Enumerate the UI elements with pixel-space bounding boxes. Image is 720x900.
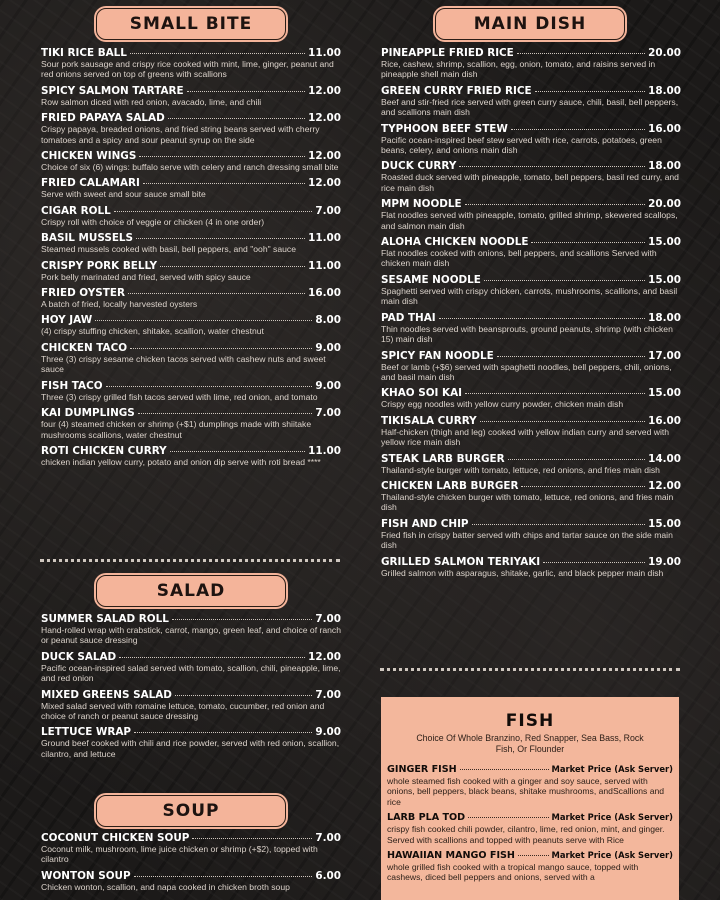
menu-item-header: [381, 312, 681, 324]
menu-item-name: SESAME NOODLE: [381, 273, 481, 286]
menu-item-description: Steamed mussels cooked with basil, bell peppers, and "ooh" sauce: [41, 244, 296, 255]
menu-item-description: Thailand-style chicken burger with tomato, lettuce, red onions, and fries main dish: [381, 491, 674, 513]
menu-item: [381, 350, 681, 383]
menu-item-price: 11.00: [308, 47, 341, 59]
menu-item-header: [41, 85, 341, 97]
dot-leader: [508, 459, 646, 460]
menu-item-description: Three (3) crispy sesame chicken tacos served with cashew nuts and sweet sauce: [41, 353, 326, 375]
menu-item-price: 7.00: [315, 688, 341, 701]
menu-item-price: 15.00: [648, 517, 681, 530]
menu-item-name: FISH AND CHIP: [381, 517, 469, 530]
menu-item-price: 7.00: [315, 204, 341, 217]
small-bite-list: [41, 47, 341, 472]
menu-item-description: whole grilled fish cooked with a tropical mango sauce, topped with cashews, diced bell peppers and onions, served with a: [387, 862, 639, 883]
menu-item-name: CHICKEN LARB BURGER: [381, 479, 519, 492]
menu-item-price: 19.00: [648, 555, 681, 568]
menu-item-header: [381, 350, 681, 362]
menu-item: [41, 47, 341, 80]
menu-item-price: 18.00: [648, 160, 681, 173]
menu-item-name: MIXED GREENS SALAD: [41, 688, 172, 701]
menu-item-price: 9.00: [315, 379, 341, 392]
menu-item-name: DUCK SALAD: [41, 650, 117, 663]
menu-item: [381, 312, 681, 345]
menu-item-header: [41, 726, 341, 738]
menu-item-description: crispy fish cooked chili powder, cilantro, lime, red onion, mint, and ginger. Served with scallions and topped with peanuts serve with Rice: [387, 824, 665, 845]
menu-item-price: 20.00: [648, 47, 681, 59]
dot-leader: [497, 356, 645, 357]
dot-leader: [128, 293, 305, 294]
menu-item: [41, 689, 341, 722]
menu-item-header: [41, 150, 341, 162]
menu-item: [41, 407, 341, 440]
menu-item: [381, 198, 681, 231]
menu-item: [41, 287, 341, 309]
menu-item-price: 6.00: [315, 869, 341, 882]
menu-item-name: CIGAR ROLL: [41, 204, 111, 217]
section-divider: [380, 668, 680, 671]
menu-item-header: [381, 415, 681, 427]
menu-item-header: [41, 445, 341, 457]
menu-item-name: HOY JAW: [41, 314, 93, 327]
menu-item: [41, 85, 341, 107]
menu-item-header: [381, 198, 681, 210]
menu-item-name: TIKISALA CURRY: [381, 414, 477, 427]
menu-item-name: KAI DUMPLINGS: [41, 407, 135, 420]
section-header-soup: [96, 795, 286, 827]
dot-leader: [484, 280, 645, 281]
fish-section: [381, 697, 679, 900]
menu-item-name: GREEN CURRY FRIED RICE: [381, 84, 532, 97]
menu-item-header: [381, 236, 681, 248]
menu-item-header: [41, 47, 341, 59]
menu-item-price: 7.00: [315, 613, 341, 625]
menu-item-name: SPICY FAN NOODLE: [381, 349, 494, 362]
fish-subtitle: Choice Of Whole Branzino, Red Snapper, Sea Bass, Rock Fish, Or Flounder: [416, 733, 644, 754]
main-dish-list: [381, 47, 681, 583]
menu-item-header: [381, 274, 681, 286]
menu-item: [41, 651, 341, 684]
dot-leader: [130, 53, 305, 54]
menu-item-header: [41, 651, 341, 663]
menu-item: [381, 47, 681, 80]
fish-list: [387, 763, 673, 887]
menu-item-price: 18.00: [648, 84, 681, 97]
menu-item: [381, 480, 681, 513]
menu-item-name: DUCK CURRY: [381, 160, 457, 173]
menu-item-header: [381, 453, 681, 465]
dot-leader: [187, 91, 305, 92]
menu-item-price: 7.00: [315, 832, 341, 844]
menu-item-description: Crispy roll with choice of veggie or chicken (4 in one order): [41, 216, 265, 227]
menu-item-header: [381, 160, 681, 172]
menu-item-header: [41, 205, 341, 217]
salad-list: [41, 613, 341, 764]
menu-item-price: 15.00: [648, 387, 681, 400]
menu-item-price: 12.00: [308, 112, 341, 125]
menu-item-price: 12.00: [308, 84, 341, 97]
dot-leader: [170, 451, 305, 452]
menu-item: [41, 260, 341, 282]
menu-item-header: [381, 480, 681, 492]
dot-leader: [114, 211, 313, 212]
menu-item-header: [41, 342, 341, 354]
menu-item-description: Pacific ocean-inspired beef stew served with rice, carrots, potatoes, green beans, celery, and onions main dish: [381, 134, 662, 156]
dot-leader: [134, 876, 313, 877]
section-header-salad: [96, 575, 286, 607]
menu-item-description: chicken indian yellow curry, potato and onion dip serve with roti bread ****: [41, 456, 321, 467]
menu-item-price: 9.00: [315, 341, 341, 354]
menu-item-header: [41, 112, 341, 124]
dot-leader: [535, 91, 646, 92]
dot-leader: [175, 695, 312, 696]
menu-item-description: four (4) steamed chicken or shrimp (+$1) dumplings made with shiitake mushrooms scallions, water chestnut: [41, 419, 312, 440]
dot-leader: [460, 769, 549, 770]
menu-item: [41, 613, 341, 646]
menu-item: [387, 849, 673, 883]
menu-item-description: Choice of six (6) wings: buffalo serve with celery and ranch dressing small bite: [41, 162, 339, 173]
menu-item-price: 9.00: [315, 726, 341, 739]
menu-item-price: Market Price (Ask Server): [551, 850, 673, 861]
menu-item-price: 12.00: [308, 150, 341, 163]
menu-item-price: 11.00: [308, 232, 341, 245]
menu-item: [381, 274, 681, 307]
dot-leader: [472, 524, 646, 525]
menu-item-name: ALOHA CHICKEN NOODLE: [381, 236, 529, 249]
menu-item-header: [381, 47, 681, 59]
soup-list: [41, 832, 341, 897]
dot-leader: [439, 318, 645, 319]
dot-leader: [168, 118, 305, 119]
menu-item-description: Thailand-style burger with tomato, lettuce, red onions, and fries main dish: [381, 464, 660, 475]
menu-item: [381, 387, 681, 409]
menu-item-name: WONTON SOUP: [41, 869, 131, 882]
menu-item: [381, 236, 681, 269]
dot-leader: [130, 348, 312, 349]
menu-item-description: Roasted duck served with pineapple, tomato, bell peppers, basil red curry, and rice main dish: [381, 172, 679, 193]
dot-leader: [106, 386, 313, 387]
menu-item: [387, 811, 673, 845]
menu-item: [41, 314, 341, 336]
menu-item: [41, 445, 341, 467]
menu-item: [41, 870, 341, 892]
menu-item-header: [41, 613, 341, 625]
menu-item-description: Crispy papaya, breaded onions, and fried string beans served with cherry tomatoes and a spicy and sour peanut syrup on the side: [41, 124, 320, 145]
dot-leader: [172, 619, 313, 620]
menu-item-name: KHAO SOI KAI: [381, 387, 462, 400]
menu-item-description: Fried fish in crispy batter served with chips and tartar sauce on the side main dish: [381, 529, 673, 551]
menu-item-name: CHICKEN WINGS: [41, 150, 137, 163]
menu-item-name: COCONUT CHICKEN SOUP: [41, 832, 190, 844]
menu-item-price: 8.00: [315, 314, 341, 327]
menu-item-header: [41, 177, 341, 189]
menu-item-price: 16.00: [648, 122, 681, 135]
menu-item-description: Chicken wonton, scallion, and napa cooked in chicken broth soup: [41, 881, 290, 892]
section-title: SMALL BITE: [129, 14, 253, 34]
menu-item-header: [41, 287, 341, 299]
menu-item-name: PINEAPPLE FRIED RICE: [381, 47, 514, 59]
menu-item-description: A batch of fried, locally harvested oysters: [41, 299, 198, 310]
menu-item: [381, 160, 681, 193]
section-divider: [40, 559, 340, 562]
dot-leader: [119, 657, 305, 658]
menu-item-price: 12.00: [648, 479, 681, 492]
menu-item-name: FISH TACO: [41, 379, 103, 392]
menu-item-name: ROTI CHICKEN CURRY: [41, 444, 167, 457]
dot-leader: [192, 838, 312, 839]
dot-leader: [134, 732, 312, 733]
section-title: FISH: [505, 711, 555, 731]
menu-item-name: SPICY SALMON TARTARE: [41, 84, 184, 97]
dot-leader: [543, 562, 645, 563]
menu-item: [381, 453, 681, 475]
menu-item-description: Beef and stir-fried rice served with green curry sauce, chili, basil, bell peppers, and scallions main dish: [381, 96, 679, 118]
menu-item-description: Thin noodles served with beansprouts, ground peanuts, shrimp (with chicken 15) main dish: [381, 323, 673, 345]
menu-item-name: FRIED PAPAYA SALAD: [41, 112, 165, 125]
menu-item-description: Beef or lamb (+$6) served with spaghetti noodles, bell peppers, chili, onions, and basil main dish: [381, 361, 672, 382]
menu-item-name: HAWAIIAN MANGO FISH: [387, 850, 515, 862]
menu-item-price: 12.00: [308, 177, 341, 190]
menu-item-description: Pork belly marinated and fried, served with spicy sauce: [41, 271, 251, 282]
menu-item-name: LETTUCE WRAP: [41, 726, 132, 739]
menu-item-description: Serve with sweet and sour sauce small bite: [41, 189, 206, 200]
menu-item: [41, 726, 341, 759]
section-title: SOUP: [162, 801, 220, 821]
menu-item-name: GINGER FISH: [387, 764, 457, 775]
section-header-main-dish: [435, 8, 625, 40]
menu-item-header: [381, 518, 681, 530]
menu-item-description: Pacific ocean-inspired salad served with tomato, scallion, chili, pineapple, lime, and red onion: [41, 662, 341, 684]
menu-item-name: GRILLED SALMON TERIYAKI: [381, 555, 541, 568]
menu-item-header: [381, 556, 681, 568]
menu-item-description: (4) crispy stuffing chicken, shitake, scallion, water chestnut: [41, 326, 264, 337]
menu-item-description: Sour pork sausage and crispy rice cooked with mint, lime, ginger, peanut and red onions served on top of greens with scallions: [41, 59, 334, 80]
menu-item-description: Hand-rolled wrap with crabstick, carrot, mango, green leaf, and choice of ranch or peanut sauce dressing: [41, 625, 341, 646]
section-header-small-bite: [96, 8, 286, 40]
menu-item-header: [41, 870, 341, 882]
menu-item-description: whole steamed fish cooked with a ginger and soy sauce, served with onions, bell peppers, black beans, shitake mushrooms, andScallions and rice: [387, 776, 665, 807]
menu-item-name: SUMMER SALAD ROLL: [41, 613, 169, 625]
menu-item-header: [381, 387, 681, 399]
menu-item-price: 15.00: [648, 236, 681, 249]
menu-item: [41, 112, 341, 145]
menu-item: [381, 415, 681, 448]
menu-item-description: Three (3) crispy grilled fish tacos served with lime, red onion, and tomato: [41, 391, 318, 402]
menu-item-price: 14.00: [648, 452, 681, 465]
dot-leader: [160, 266, 305, 267]
menu-item-name: MPM NOODLE: [381, 198, 462, 211]
menu-item-name: LARB PLA TOD: [387, 812, 466, 824]
menu-item: [41, 205, 341, 227]
dot-leader: [465, 204, 646, 205]
dot-leader: [521, 486, 645, 487]
menu-item: [381, 556, 681, 578]
menu-item-header: [41, 314, 341, 326]
dot-leader: [136, 238, 305, 239]
dot-leader: [143, 183, 305, 184]
menu-item-price: 11.00: [308, 259, 341, 272]
menu-item-name: TYPHOON BEEF STEW: [381, 122, 508, 135]
menu-item-price: 12.00: [308, 650, 341, 663]
menu-item: [387, 763, 673, 807]
menu-item-price: 17.00: [648, 349, 681, 362]
menu-item-name: TIKI RICE BALL: [41, 47, 127, 59]
menu-item-name: STEAK LARB BURGER: [381, 452, 505, 465]
dot-leader: [517, 53, 645, 54]
menu-item-header: [41, 832, 341, 844]
dot-leader: [459, 166, 645, 167]
dot-leader: [518, 855, 549, 856]
section-title: SALAD: [156, 581, 226, 601]
menu-item-name: BASIL MUSSELS: [41, 232, 134, 245]
menu-item-name: PAD THAI: [381, 311, 436, 324]
menu-item: [41, 342, 341, 375]
menu-item-price: 7.00: [315, 407, 341, 420]
menu-item-description: Flat noodles cooked with onions, bell peppers, and scallions Served with chicken main dish: [381, 248, 657, 269]
menu-item-header: [41, 407, 341, 419]
menu-item: [41, 232, 341, 254]
dot-leader: [139, 156, 305, 157]
menu-item-description: Crispy egg noodles with yellow curry powder, chicken main dish: [381, 399, 624, 410]
menu-item-description: Flat noodles served with pineapple, tomato, grilled shrimp, skewered scallops, and salmon main dish: [381, 210, 678, 231]
menu-item-price: 20.00: [648, 198, 681, 211]
menu-item-description: Mixed salad served with romaine lettuce, tomato, cucumber, red onion and choice of ranch or peanut sauce dressing: [41, 700, 325, 722]
menu-item: [381, 123, 681, 156]
menu-item-name: CRISPY PORK BELLY: [41, 259, 158, 272]
menu-item-description: Ground beef cooked with chili and rice powder, served with red onion, scallion, cilantro, and lettuce: [41, 738, 340, 759]
menu-item-name: CHICKEN TACO: [41, 341, 128, 354]
menu-item: [41, 150, 341, 172]
menu-item: [41, 177, 341, 199]
menu-item-header: [387, 811, 673, 824]
dot-leader: [138, 413, 313, 414]
menu-item-header: [41, 689, 341, 701]
menu-item-header: [41, 380, 341, 392]
dot-leader: [465, 393, 645, 394]
menu-item-name: FRIED CALAMARI: [41, 177, 140, 190]
menu-item-price: Market Price (Ask Server): [551, 812, 673, 823]
menu-item-price: 18.00: [648, 311, 681, 324]
menu-item-description: Half-chicken (thigh and leg) cooked with yellow indian curry and served with yellow rice main dish: [381, 426, 670, 448]
dot-leader: [531, 242, 645, 243]
menu-item-header: [381, 85, 681, 97]
menu-item-description: Rice, cashew, shrimp, scallion, egg, onion, tomato, and raisins served in pineapple shell main dish: [381, 59, 656, 80]
menu-item-description: Row salmon diced with red onion, avacado, lime, and chili: [41, 96, 262, 107]
menu-item: [381, 518, 681, 551]
menu-item-header: [41, 232, 341, 244]
dot-leader: [468, 817, 548, 818]
menu-item-header: [41, 260, 341, 272]
menu-item-price: 11.00: [308, 444, 341, 457]
menu-item-description: Coconut milk, mushroom, lime juice chicken or shrimp (+$2), topped with cilantro: [41, 844, 318, 865]
menu-item-price: Market Price (Ask Server): [551, 764, 673, 774]
menu-item: [381, 85, 681, 118]
menu-item-header: [387, 849, 673, 862]
menu-item-name: FRIED OYSTER: [41, 287, 125, 300]
section-title: MAIN DISH: [473, 14, 587, 34]
menu-item-price: 15.00: [648, 273, 681, 286]
menu-item-price: 16.00: [648, 414, 681, 427]
menu-item-header: [381, 123, 681, 135]
dot-leader: [480, 421, 645, 422]
menu-item-price: 16.00: [308, 287, 341, 300]
menu-item: [41, 380, 341, 402]
menu-item-description: Grilled salmon with asparagus, shitake, garlic, and black pepper main dish: [381, 567, 664, 578]
menu-item-header: [387, 763, 673, 776]
menu-item-description: Spaghetti served with crispy chicken, carrots, mushrooms, scallions, and basil main dish: [381, 285, 678, 307]
dot-leader: [95, 320, 312, 321]
dot-leader: [511, 129, 645, 130]
menu-item: [41, 832, 341, 865]
